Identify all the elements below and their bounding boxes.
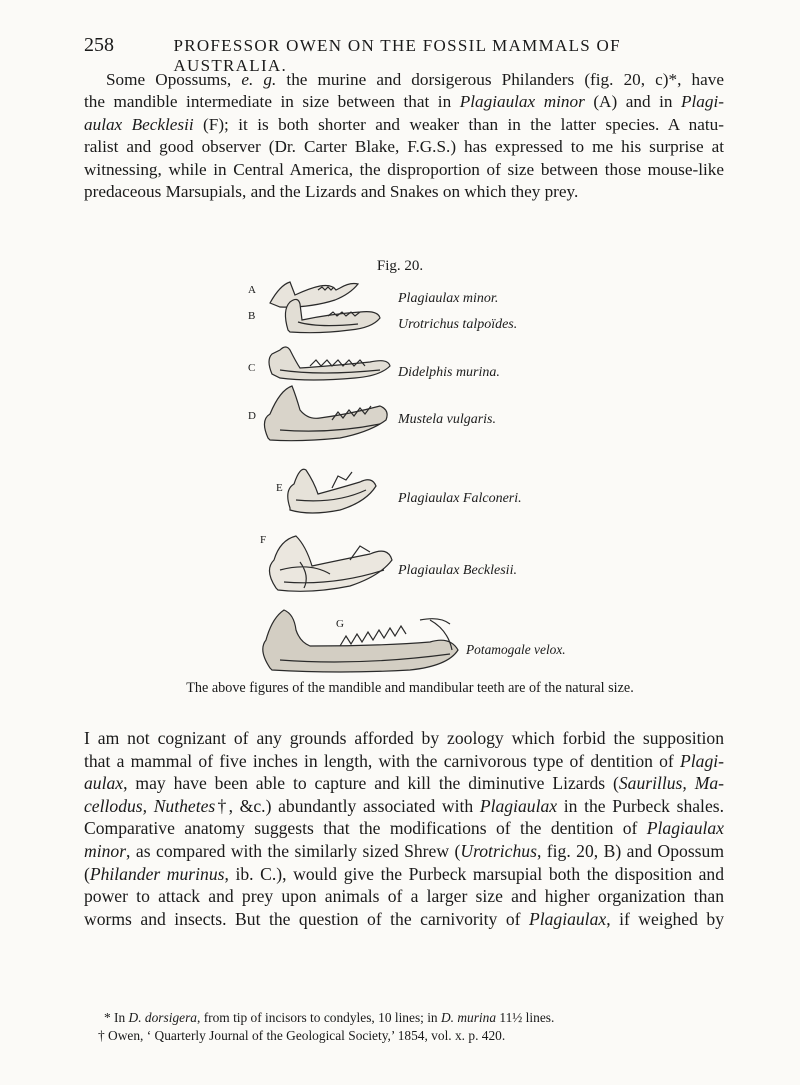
figure-letter-d: D xyxy=(248,410,256,422)
mandible-c-drawing xyxy=(269,347,390,380)
figure-label-d: Mustela vulgaris. xyxy=(398,412,496,427)
mandible-g-drawing xyxy=(263,610,458,672)
figure-letter-a: A xyxy=(248,284,256,296)
text-line: aulax, may have been able to capture and kill the diminutive Lizards (Saurillus, Ma- xyxy=(84,773,725,794)
figure-title: Fig. 20. xyxy=(376,258,424,274)
running-head: PROFESSOR OWEN ON THE FOSSIL MAMMALS OF AUSTRALIA. xyxy=(173,36,621,75)
figure-letter-b: B xyxy=(248,310,256,322)
figure-letter-f: F xyxy=(260,534,267,546)
text-line: witnessing, while in Central America, the disproportion of size between those mouse-like xyxy=(84,159,724,179)
footnotes xyxy=(98,1009,724,1045)
figure-letter-g: G xyxy=(336,618,344,630)
text-line: power to attack and prey upon animals of a larger size and higher organization than xyxy=(84,886,724,907)
figure-letter-e: E xyxy=(276,482,283,494)
mandible-b-drawing xyxy=(285,299,380,332)
figure-letter-c: C xyxy=(248,362,256,374)
text-line: predaceous Marsupials, and the Lizards and Snakes on which they prey. xyxy=(84,182,579,202)
figure-caption: The above figures of the mandible and mandibular teeth are of the natural size. xyxy=(186,680,634,696)
footnote-1: * In D. dorsigera, from tip of incisors to condyles, 10 lines; in D. murina 11½ lines. xyxy=(104,1010,555,1025)
text-line: (Philander murinus, ib. C.), would give the Purbeck marsupial both the disposition and xyxy=(84,863,724,884)
page-number: 258 xyxy=(84,34,114,56)
mandible-f-drawing xyxy=(269,536,392,591)
paragraph-2 xyxy=(84,727,724,930)
mandible-e-drawing xyxy=(288,469,376,513)
text-line: Comparative anatomy suggests that the modifications of the dentition of Plagiaulax xyxy=(84,818,724,839)
text-line: Some Opossums, e. g. the murine and dorsigerous Philanders (fig. 20, c)*, have xyxy=(106,70,724,89)
text-line: minor, as compared with the similarly sized Shrew (Urotrichus, fig. 20, B) and Opossum xyxy=(84,840,724,861)
text-line: the mandible intermediate in size between that in Plagiaulax minor (A) and in Plagi- xyxy=(84,92,724,112)
text-line: that a mammal of five inches in length, with the carnivorous type of dentition of Plagi- xyxy=(84,750,724,771)
footnote-2: † Owen, ‘ Quarterly Journal of the Geological Society,’ 1854, vol. x. p. 420. xyxy=(98,1028,506,1043)
text-line: aulax Becklesii (F); it is both shorter and weaker than in the latter species. A natu- xyxy=(84,114,724,134)
figure-20 xyxy=(240,270,620,675)
figure-label-f: Plagiaulax Becklesii. xyxy=(398,563,517,578)
text-line: I am not cognizant of any grounds afforded by zoology which forbid the supposition xyxy=(84,728,724,748)
mandible-d-drawing xyxy=(264,386,387,441)
text-line: ralist and good observer (Dr. Carter Blake, F.G.S.) has expressed to me his surprise at xyxy=(84,137,724,157)
figure-label-g: Potamogale velox. xyxy=(466,642,566,657)
text-line: worms and insects. But the question of the carnivority of Plagiaulax, if weighed by xyxy=(84,908,724,929)
figure-label-e: Plagiaulax Falconeri. xyxy=(398,491,522,506)
figure-label-a: Plagiaulax minor. xyxy=(398,291,499,306)
figure-label-c: Didelphis murina. xyxy=(398,365,500,380)
paragraph-1 xyxy=(84,69,724,203)
page-header xyxy=(84,34,734,75)
text-line: cellodus, Nuthetes†, &c.) abundantly associated with Plagiaulax in the Purbeck shales. xyxy=(84,795,724,816)
mandible-a-drawing xyxy=(270,282,358,307)
figure-label-b: Urotrichus talpoïdes. xyxy=(398,317,518,332)
